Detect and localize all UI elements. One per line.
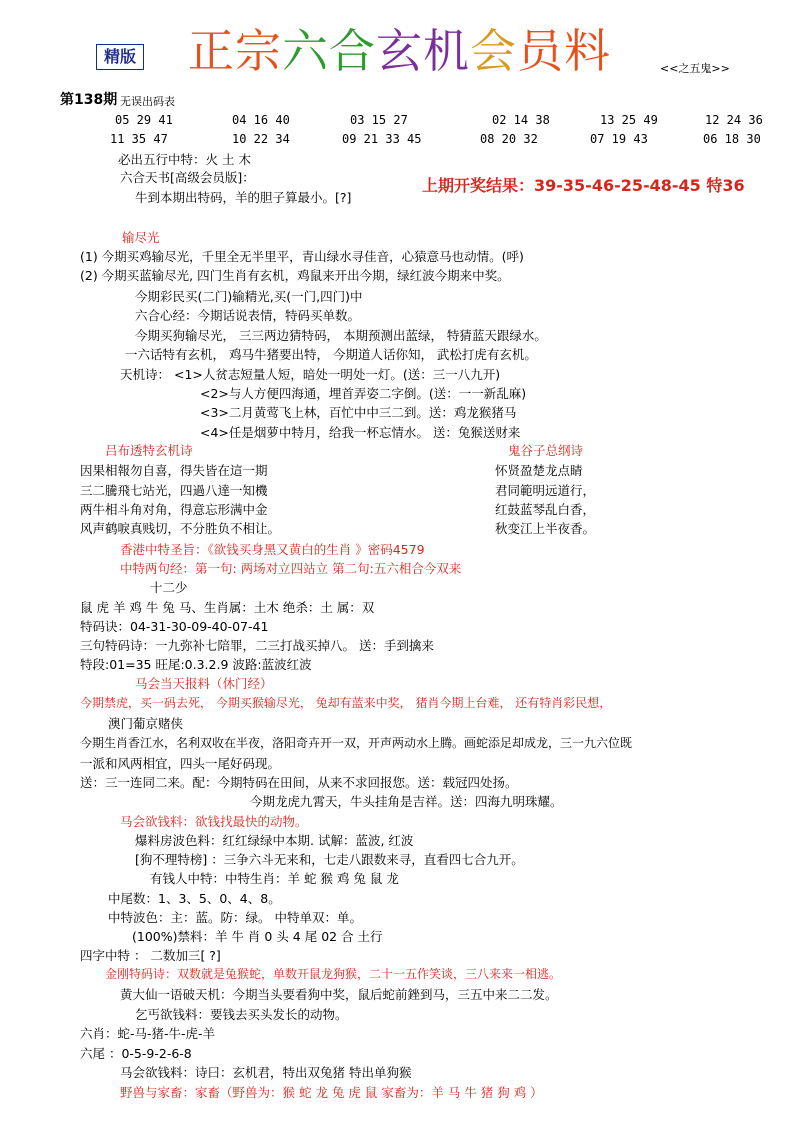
section-heading: 马会欲钱料：欲钱找最快的动物。 xyxy=(120,814,308,829)
heaven-book-verse: 牛到本期出特码，羊的胆子算最小。[?] xyxy=(135,190,352,205)
text-line: <3>二月黄莺飞上林，百忙中中三二到。送：鸡龙猴猪马 xyxy=(200,405,517,420)
edition-badge: 精版 xyxy=(96,44,144,70)
issue-note: 无误出码表 xyxy=(120,95,175,108)
text-line: [狗不理特榜] ：三争六斗无来和，七走八跟数来寻，直看四七合九开。 xyxy=(135,852,524,867)
title-char: 员 xyxy=(517,24,564,78)
poem-line: 三二騰飛七站光，四過八達一知機 xyxy=(80,483,268,498)
text-line: 特段:01=35 旺尾:0.3.2.9 波路:蓝波红波 xyxy=(80,657,312,672)
page-title xyxy=(188,24,611,79)
number-cell: 05 29 41 xyxy=(115,113,173,127)
number-cell: 08 20 32 xyxy=(480,132,538,146)
title-char: 正 xyxy=(188,24,235,78)
text-line: 乞丐欲钱料：要钱去买头发长的动物。 xyxy=(135,1007,348,1022)
text-line: (1) 今期买鸡输尽光，千里全无半里平，青山绿水寻佳音，心猿意马也动情。(呼) xyxy=(80,249,524,264)
number-cell: 11 35 47 xyxy=(110,132,168,146)
text-line: 六肖：蛇-马-猪-牛-虎-羊 xyxy=(80,1026,216,1041)
text-line: <4>任是烟萝中特月，给我一杯忘情水。 送：兔猴送财来 xyxy=(200,425,521,440)
number-cell: 12 24 36 xyxy=(705,113,763,127)
section-heading: 中特两句经：第一句: 两场对立四站立 第二句:五六相合今双来 xyxy=(120,561,462,576)
text-line: 中尾数：1、3、5、0、4、8。 xyxy=(108,891,281,906)
page-subtitle: <<之五鬼>> xyxy=(660,62,730,75)
poem-line: 风声鹤唳真贱切，不分胜负不相让。 xyxy=(80,521,281,536)
title-char: 六 xyxy=(282,24,329,78)
title-char: 合 xyxy=(329,24,376,78)
text-line: 天机诗： <1>人贫志短量人短，暗处一明处一灯。(送：三一八九开) xyxy=(120,367,501,382)
poem-line: 怀贤盈楚龙点睛 xyxy=(495,463,583,478)
heaven-book-label: 六合天书[高级会员版]： xyxy=(120,170,255,185)
number-cell: 02 14 38 xyxy=(492,113,550,127)
last-draw-result: 上期开奖结果：39-35-46-25-48-45 特36 xyxy=(422,176,745,195)
text-line: <2>与人方便四海通，埋首弄姿二字倒。(送：一一新乱麻) xyxy=(200,386,527,401)
text-line: 今期买狗输尽光， 三三两边猜特码， 本期预测出蓝绿， 特猜蓝天跟绿水。 xyxy=(135,328,547,343)
section-heading: 吕布透特玄机诗 xyxy=(105,443,193,458)
issue-number: 第138期 xyxy=(60,92,118,108)
poem-line: 秋变江上半夜香。 xyxy=(495,521,596,536)
poem-line: 红鼓蓝琴乱白香， xyxy=(495,502,596,517)
section-heading: 输尽光 xyxy=(122,230,160,245)
section-heading: 野兽与家畜：家畜（野兽为：猴 蛇 龙 兔 虎 鼠 家畜为：羊 马 牛 猪 狗 鸡 ） xyxy=(120,1085,543,1100)
number-cell: 13 25 49 xyxy=(600,113,658,127)
text-line: 一派和风两相宜，四头一尾好码现。 xyxy=(80,756,281,771)
text-line: 今期彩民买(二门)输精光,买(一门,四门)中 xyxy=(135,289,363,304)
poem-line: 因果相報勿自喜，得失皆在這一期 xyxy=(80,463,268,478)
text-line: 今期生肖香江水，名利双收在半夜，洛阳奇卉开一双，开声两动水上腾。画蛇添足却成龙，三一九六位既 xyxy=(80,736,633,750)
text-line: 澳门葡京赌侠 xyxy=(108,716,184,731)
section-heading: 马会当天报料（休门经） xyxy=(135,676,273,691)
section-heading: 香港中特圣旨：《欲钱买身黑又黄白的生肖 》密码4579 xyxy=(120,542,425,557)
title-char: 机 xyxy=(423,24,470,78)
title-char: 料 xyxy=(564,24,611,78)
number-cell: 06 18 30 xyxy=(703,132,761,146)
poem-line: 君同範明远道行， xyxy=(495,483,596,498)
text-line: 四字中特 ： 二数加三[ ?] xyxy=(80,948,221,963)
text-line: 特码诀：04-31-30-09-40-07-41 xyxy=(80,619,269,634)
text-line: 黄大仙一语破天机：今期当头要看狗中奖，鼠后蛇前銼到马，三五中来二二发。 xyxy=(120,987,558,1002)
text-line: 六尾 ：0-5-9-2-6-8 xyxy=(80,1046,192,1061)
title-char: 玄 xyxy=(376,24,423,78)
text-line: 十二少 xyxy=(150,580,188,595)
text-line: 今期龙虎九霄天，牛头挂角是吉祥。送：四海九明珠耀。 xyxy=(250,794,563,809)
text-line: 中特波色：主：蓝。防：绿。 中特单双：单。 xyxy=(108,910,362,925)
number-cell: 09 21 33 45 xyxy=(342,132,422,146)
text-line: 马会欲钱料：诗曰：玄机君，特出双兔猪 特出单狗猴 xyxy=(120,1065,412,1080)
number-cell: 10 22 34 xyxy=(232,132,290,146)
title-char: 宗 xyxy=(235,24,282,78)
text-line: 鼠 虎 羊 鸡 牛 兔 马、生肖属：土木 绝杀：土 属：双 xyxy=(80,600,375,615)
text-line: 一六话特有玄机， 鸡马牛猪要出特， 今期道人话你知， 武松打虎有玄机。 xyxy=(125,347,537,362)
text-line: 有钱人中特：中特生肖：羊 蛇 猴 鸡 兔 鼠 龙 xyxy=(150,871,399,886)
poem-line: 两牛相斗角对角，得意忘形满中金 xyxy=(80,502,268,517)
title-char: 会 xyxy=(470,24,517,78)
five-elements-line: 必出五行中特：火 土 木 xyxy=(118,152,251,167)
text-line: 爆料房波色料：红红绿绿中本期. 试解：蓝波, 红波 xyxy=(135,833,414,848)
text-line: (2) 今期买蓝输尽光, 四门生肖有玄机，鸡鼠来开出今期，绿红波今期来中奖。 xyxy=(80,268,510,283)
text-line: 六合心经：今期话说表情，特码买单数。 xyxy=(135,308,361,323)
section-heading: 今期禁虎，买一码去死， 今期买猴输尽光， 兔却有蓝来中奖， 猪肖今期上台难， 还有特肖彩民想， xyxy=(80,696,612,710)
text-line: 三句特码诗：一九弥补七陪罪，二三打战买掉八。 送：手到擒来 xyxy=(80,638,434,653)
number-cell: 03 15 27 xyxy=(350,113,408,127)
section-heading: 鬼谷子总纲诗 xyxy=(508,443,584,458)
number-cell: 04 16 40 xyxy=(232,113,290,127)
section-heading: 金刚特码诗：双数就是兔猴蛇，单数开鼠龙狗猴，二十一五作笑谈，三八来来一相逃。 xyxy=(105,967,562,981)
number-cell: 07 19 43 xyxy=(590,132,648,146)
text-line: 送：三一连同二来。配：今期特码在田间，从来不求回报您。送：载冠四处扬。 xyxy=(80,775,518,790)
text-line: (100%)禁料：羊 牛 肖 0 头 4 尾 02 合 土行 xyxy=(132,929,383,944)
